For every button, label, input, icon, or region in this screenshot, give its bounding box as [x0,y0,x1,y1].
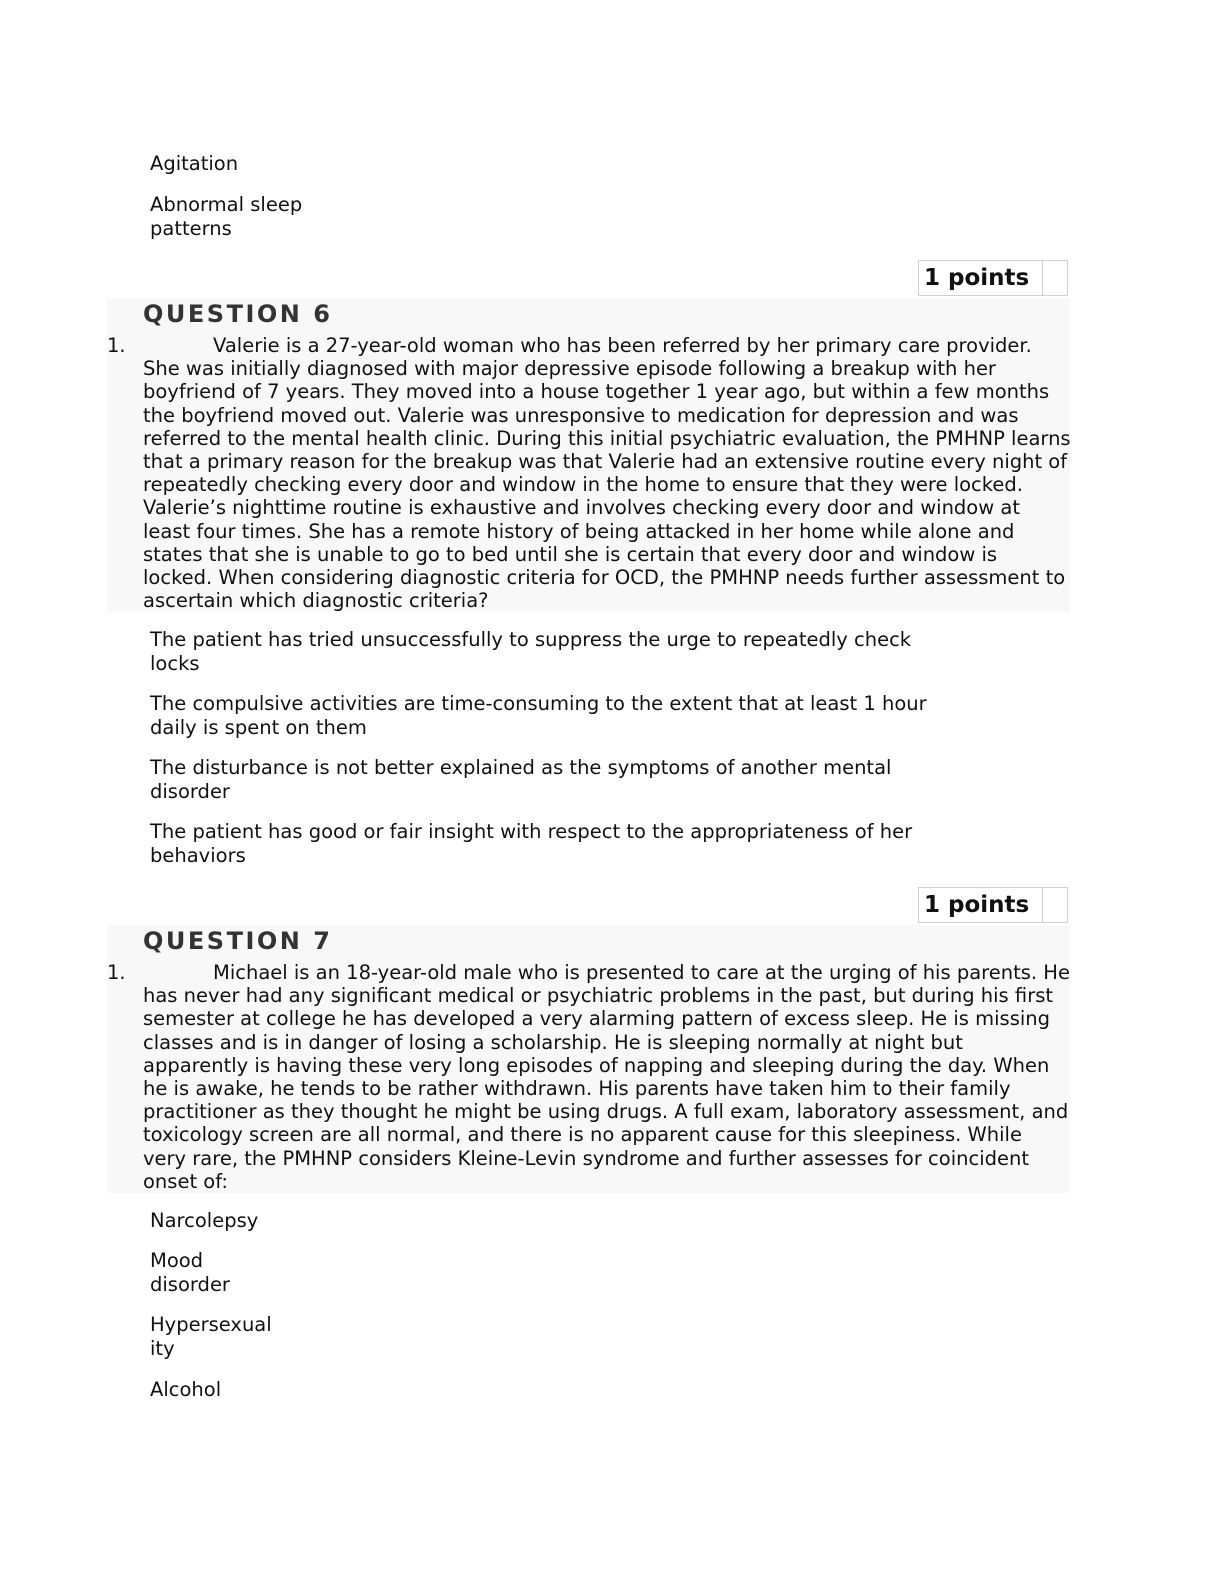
question-number: 1. [107,334,126,357]
points-box [918,887,1068,923]
answer-option[interactable]: Narcolepsy [150,1209,259,1232]
points-label: 1 points [919,888,1043,922]
answer-option[interactable]: Mood disorder [150,1249,230,1296]
points-box [918,260,1068,296]
answer-option[interactable]: The disturbance is not better explained as the symptoms of another mental disorder [150,756,892,803]
answer-option[interactable]: The patient has tried unsuccessfully to suppress the urge to repeatedly check locks [150,628,912,675]
answer-option[interactable]: The patient has good or fair insight with respect to the appropriateness of her behaviors [150,820,913,867]
question-text: Valerie is a 27-year-old woman who has been referred by her primary care provider. She was initially diagnosed with major depressive episode following a breakup with her boyfriend of 7 years. They moved into a house together 1 year ago, but within a few months the boyfriend moved out. Valerie was unresponsive to medication for depression and was referred to the mental health clinic. During this initial psychiatric evaluation, the PMHNP learns that a primary reason for the breakup was that Valerie had an extensive routine every night of repeatedly checking every door and window in the home to ensure that they were locked. Valerie’s nighttime routine is exhaustive and involves checking every door and window at least four times. She has a remote history of being attacked in her home while alone and states that she is unable to go to bed until she is certain that every door and window is locked. When considering diagnostic criteria for OCD, the PMHNP needs further assessment to ascertain which diagnostic criteria? [143,334,1071,613]
points-empty-cell [1043,888,1067,922]
question-block [107,298,1070,612]
question-text: Michael is an 18-year-old male who is presented to care at the urging of his parents. He has never had any significant medical or psychiatric problems in the past, but during his first semester at college he has developed a very alarming pattern of excess sleep. He is missing classes and is in danger of losing a scholarship. He is sleeping normally at night but apparently is having these very long episodes of napping and sleeping during the day. When he is awake, he tends to be rather withdrawn. His parents have taken him to their family practitioner as they thought he might be using drugs. A full exam, laboratory assessment, and toxicology screen are all normal, and there is no apparent cause for this sleepiness. While very rare, the PMHNP considers Kleine-Levin syndrome and further assesses for coincident onset of: [143,961,1070,1193]
question-heading: QUESTION 6 [143,300,333,328]
points-empty-cell [1043,261,1067,295]
answer-option[interactable]: Agitation [150,152,239,175]
answer-option[interactable]: Hypersexuality [150,1313,272,1360]
question-number: 1. [107,961,126,984]
answer-option[interactable]: Alcohol [150,1378,222,1401]
question-heading: QUESTION 7 [143,927,333,955]
question-block [107,925,1070,1193]
points-label: 1 points [919,261,1043,295]
answer-option[interactable]: Abnormal sleep patterns [150,193,303,240]
answer-option[interactable]: The compulsive activities are time-consuming to the extent that at least 1 hour daily is spent on them [150,692,927,739]
